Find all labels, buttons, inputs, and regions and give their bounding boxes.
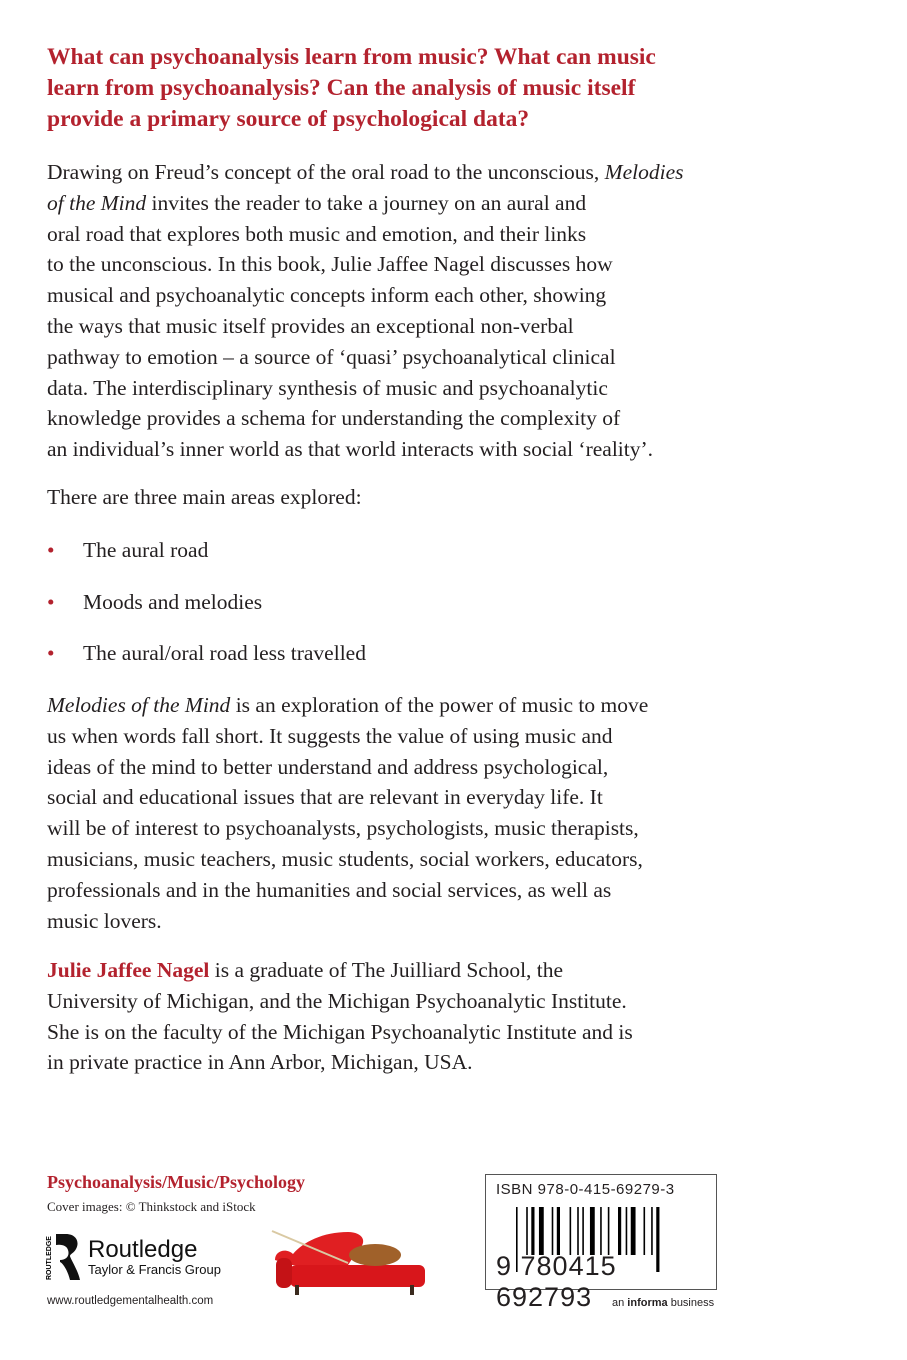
- bullet-item: [47, 587, 262, 617]
- barcode-bar: [651, 1207, 653, 1255]
- text: business: [667, 1297, 715, 1309]
- text: is an exploration of the power of music to move us when words fall short. It suggests the value of using music and ideas of the mind to better understand and address psychological, social and educational issues that are relevant in everyday life. It will be of interest to psychoanalysts, psychologists, music therapists, musicians, music teachers, music students, social workers, educators, professionals and in the humanities and social services, as well as music lovers.: [47, 693, 649, 933]
- barcode-bar: [531, 1207, 534, 1255]
- bullet-icon: •: [47, 538, 55, 562]
- informa-brand: informa: [627, 1297, 668, 1309]
- bullet-text: The aural/oral road less travelled: [83, 641, 366, 665]
- publisher-name: Routledge: [88, 1235, 198, 1263]
- isbn-label: ISBN 978-0-415-69279-3: [496, 1181, 675, 1198]
- cover-heading: What can psychoanalysis learn from music? What can music learn from psychoanalysis? Can the analysis of music itself provide a primary source of psychological data?: [47, 44, 656, 132]
- barcode-bar: [539, 1207, 544, 1255]
- bullet-text: The aural road: [83, 538, 209, 562]
- text: is a graduate of The Juilliard School, the University of Michigan, and the Michigan Psychoanalytic Institute. She is on the faculty of the Michigan Psychoanalytic Institute and is in private practice in Ann Arbor, Michigan, USA.: [47, 958, 633, 1075]
- bullet-icon: •: [47, 641, 55, 665]
- red-chaise-violin-image: [270, 1225, 430, 1305]
- book-title: Melodies of the Mind: [47, 693, 231, 717]
- svg-text:ROUTLEDGE: ROUTLEDGE: [46, 1236, 53, 1280]
- publisher-url[interactable]: www.routledgementalhealth.com: [47, 1295, 214, 1307]
- barcode-bar: [644, 1207, 646, 1255]
- bullet-text: Moods and melodies: [83, 590, 263, 614]
- subject-category: Psychoanalysis/Music/Psychology: [47, 1172, 306, 1192]
- book-title: Melodies of the Mind: [47, 160, 684, 215]
- barcode-digits: 9 780415 692793: [496, 1251, 617, 1312]
- routledge-logo: [44, 1232, 221, 1282]
- cover-credit: Cover images: © Thinkstock and iStock: [47, 1199, 256, 1214]
- description-paragraph: [47, 157, 683, 465]
- barcode-bar: [608, 1207, 610, 1255]
- bullet-icon: •: [47, 590, 55, 614]
- text: Drawing on Freud’s concept of the oral road to the unconscious,: [47, 160, 605, 184]
- barcode-bar: [618, 1207, 621, 1255]
- text: invites the reader to take a journey on an aural and oral road that explores both music and emotion, and their links to the unconscious. In this book, Julie Jaffee Nagel discusses how musical and psychoanalytic concepts inform each other, showing the ways that music itself provides an exceptional non-verbal pathway to emotion – a source of ‘quasi’ psychoanalytical clinical data. The interdisciplinary synthesis of music and psychoanalytic knowledge provides a schema for understanding the complexity of an individual’s inner world as that world interacts with social ‘reality’.: [47, 190, 654, 462]
- barcode-bar: [582, 1207, 584, 1255]
- areas-intro: There are three main areas explored:: [47, 485, 362, 509]
- author-name: Julie Jaffee Nagel: [47, 958, 210, 982]
- barcode-bar: [631, 1207, 636, 1255]
- barcode-bar: [552, 1207, 554, 1255]
- barcode-bar: [626, 1207, 628, 1255]
- informa-tagline: [612, 1297, 714, 1309]
- barcode-bar: [557, 1207, 560, 1255]
- barcode-bar: [577, 1207, 579, 1255]
- bullet-item: [47, 535, 208, 565]
- author-bio: [47, 955, 633, 1078]
- barcode-bar: [570, 1207, 572, 1255]
- audience-paragraph: [47, 690, 648, 936]
- routledge-r-icon: [44, 1232, 82, 1282]
- text: an: [612, 1297, 628, 1309]
- bullet-item: [47, 638, 366, 668]
- barcode-bar: [526, 1207, 528, 1255]
- barcode-bar: [590, 1207, 595, 1255]
- barcode-bar: [600, 1207, 602, 1255]
- publisher-group: Taylor & Francis Group: [88, 1261, 221, 1277]
